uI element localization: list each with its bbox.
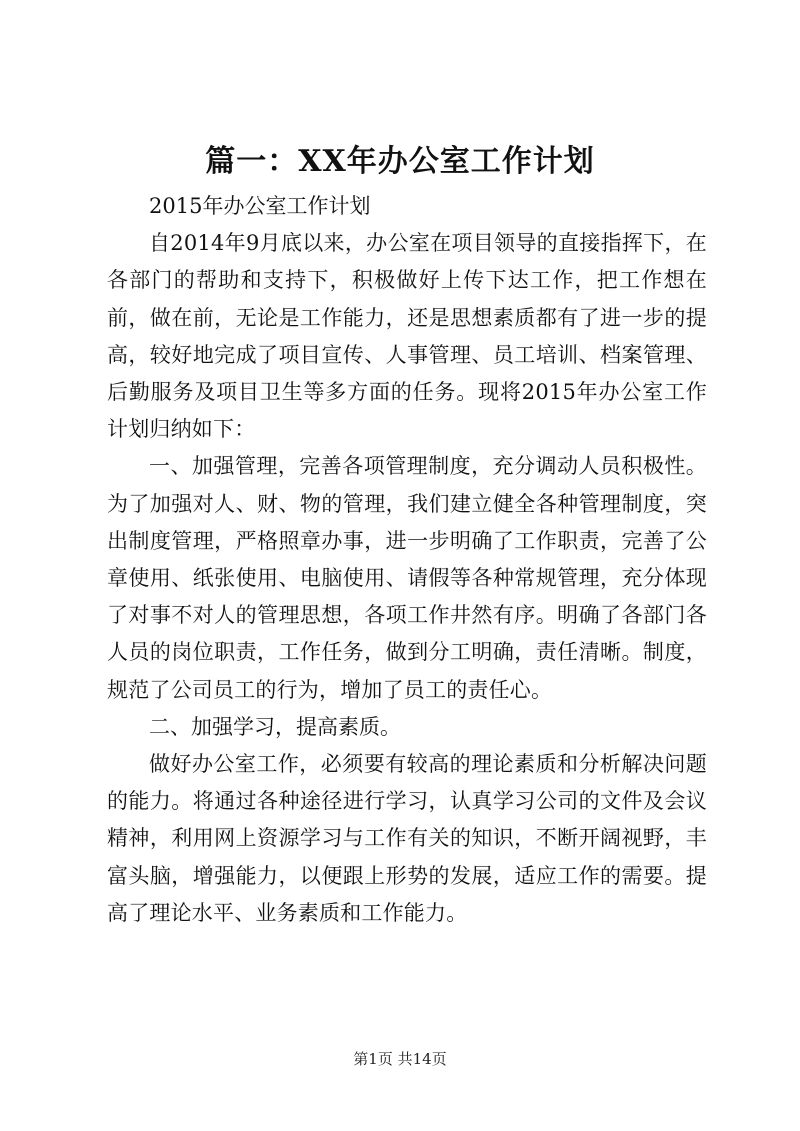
paragraph-subtitle: 2015年办公室工作计划 [149, 194, 371, 218]
document-body [107, 188, 707, 932]
paragraph-study-heading: 二、加强学习，提高素质。 [149, 714, 401, 739]
paragraph-intro: 自2014年9月底以来，办公室在项目领导的直接指挥下，在各部门的帮助和支持下，积极做好上传下达工作，把工作想在前，做在前，无论是工作能力，还是思想素质都有了进一步的提高，较好地完成了项目宣传、人事管理、员工培训、档案管理、后勤服务及项目卫生等多方面的任务。现将2015年办公室工作计划归纳如下： [107, 231, 707, 442]
document-title: 篇一：XX年办公室工作计划 [205, 144, 595, 179]
paragraph-study: 做好办公室工作，必须要有较高的理论素质和分析解决问题的能力。将通过各种途径进行学习，认真学习公司的文件及会议精神，利用网上资源学习与工作有关的知识，不断开阔视野，丰富头脑，增强能力，以便跟上形势的发展，适应工作的需要。提高了理论水平、业务素质和工作能力。 [107, 752, 707, 925]
page-footer: 第1页 共14页 [353, 1050, 447, 1068]
paragraph-management: 一、加强管理，完善各项管理制度，充分调动人员积极性。为了加强对人、财、物的管理，我们建立健全各种管理制度，突出制度管理，严格照章办事，进一步明确了工作职责，完善了公章使用、纸张使用、电脑使用、请假等各种常规管理，充分体现了对事不对人的管理思想，各项工作井然有序。明确了各部门各人员的岗位职责，工作任务，做到分工明确，责任清晰。制度，规范了公司员工的行为，增加了员工的责任心。 [107, 454, 707, 702]
